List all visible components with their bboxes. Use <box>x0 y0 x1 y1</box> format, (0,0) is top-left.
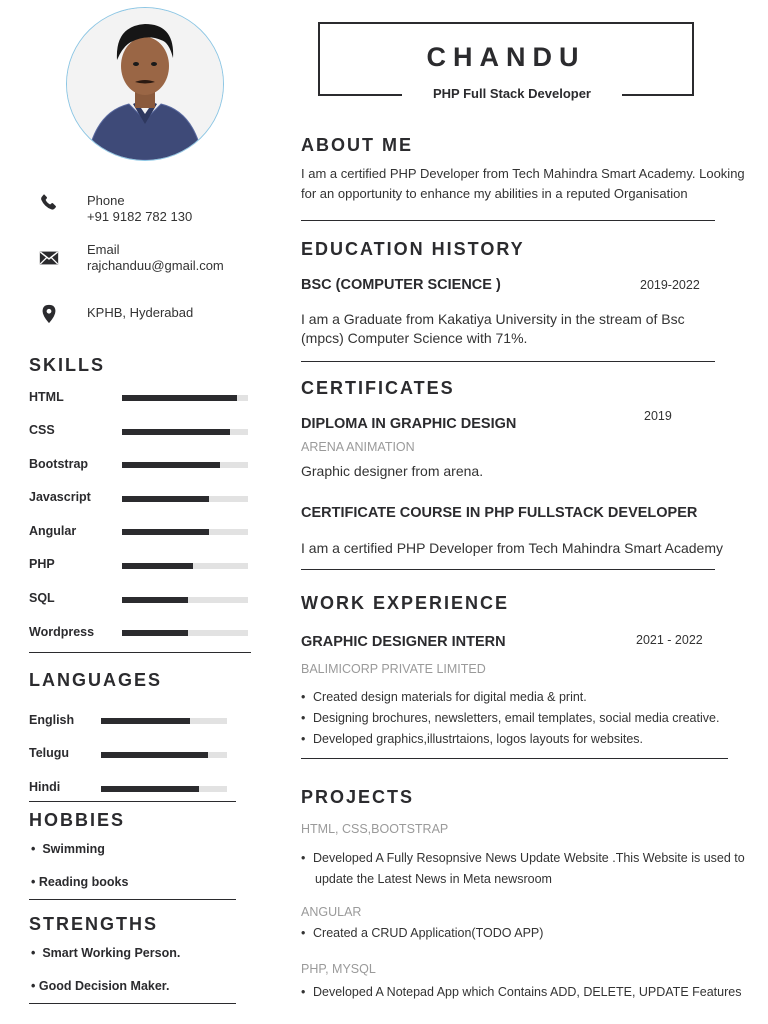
location-pin-icon <box>38 303 60 330</box>
divider <box>301 758 728 759</box>
location-value: KPHB, Hyderabad <box>87 305 194 320</box>
project-tech: HTML, CSS,BOOTSTRAP <box>301 822 449 836</box>
project-bullet: • Created a CRUD Application(TODO APP) <box>301 926 544 940</box>
skill-bar-fill <box>122 563 193 569</box>
skill-label: Javascript <box>29 490 91 504</box>
skill-bar <box>122 496 248 502</box>
project-text: Created a CRUD Application(TODO APP) <box>313 926 544 940</box>
profile-photo <box>66 7 224 161</box>
certificates-heading: CERTIFICATES <box>301 378 455 398</box>
job-bullet-text: Designing brochures, newsletters, email templates, social media creative. <box>313 711 720 725</box>
job-bullet: • Developed graphics,illustrtaions, logos layouts for websites. <box>301 732 644 746</box>
language-bar-fill <box>101 752 208 758</box>
divider <box>29 652 251 653</box>
language-bar <box>101 752 227 758</box>
job-title: GRAPHIC DESIGNER INTERN <box>301 634 506 650</box>
language-bar-fill <box>101 718 190 724</box>
project-bullet: • Developed A Fully Resopnsive News Update Website .This Website is used to <box>301 851 745 865</box>
strengths-heading: STRENGTHS <box>29 914 159 934</box>
skill-bar <box>122 563 248 569</box>
divider <box>29 1003 236 1004</box>
skill-bar-fill <box>122 462 220 468</box>
skill-bar <box>122 395 248 401</box>
divider <box>301 220 715 221</box>
skill-label: Wordpress <box>29 625 95 639</box>
certificate-title: DIPLOMA IN GRAPHIC DESIGN <box>301 416 517 432</box>
job-bullet-text: Developed graphics,illustrtaions, logos layouts for websites. <box>313 732 644 746</box>
skill-bar-fill <box>122 529 209 535</box>
skill-bar-fill <box>122 597 188 603</box>
about-heading: ABOUT ME <box>301 135 413 155</box>
about-line: for an opportunity to enhance my abilities in a reputed Organisation <box>301 186 688 201</box>
candidate-name: CHANDU <box>426 42 586 72</box>
divider <box>301 361 715 362</box>
job-bullet-text: Created design materials for digital media & print. <box>313 690 587 704</box>
experience-heading: WORK EXPERIENCE <box>301 593 510 613</box>
job-bullet: • Created design materials for digital media & print. <box>301 690 587 704</box>
project-text-continued: update the Latest News in Meta newsroom <box>315 872 552 886</box>
skills-heading: SKILLS <box>29 355 106 375</box>
language-bar-fill <box>101 786 199 792</box>
language-bar <box>101 786 227 792</box>
certificate-desc: Graphic designer from arena. <box>301 463 484 479</box>
envelope-icon <box>38 247 60 274</box>
certificate-title: CERTIFICATE COURSE IN PHP FULLSTACK DEVELOPER <box>301 505 698 521</box>
phone-value[interactable]: +91 9182 782 130 <box>87 209 193 224</box>
divider <box>301 569 715 570</box>
about-line: I am a certified PHP Developer from Tech Mahindra Smart Academy. Looking <box>301 166 745 181</box>
project-bullet: • Developed A Notepad App which Contains ADD, DELETE, UPDATE Features <box>301 985 742 999</box>
skill-bar <box>122 429 248 435</box>
language-label: English <box>29 713 75 727</box>
project-text: Developed A Fully Resopnsive News Update Website .This Website is used to <box>313 851 745 865</box>
job-years: 2021 - 2022 <box>636 633 703 647</box>
hobby-text: Reading books <box>38 875 129 889</box>
project-text: Developed A Notepad App which Contains ADD, DELETE, UPDATE Features <box>313 985 742 999</box>
job-bullet: • Designing brochures, newsletters, email templates, social media creative. <box>301 711 720 725</box>
skill-label: Bootstrap <box>29 457 89 471</box>
education-heading: EDUCATION HISTORY <box>301 239 525 259</box>
job-company: BALIMICORP PRIVATE LIMITED <box>301 662 486 676</box>
hobbies-heading: HOBBIES <box>29 810 126 830</box>
skill-bar-fill <box>122 395 237 401</box>
email-value[interactable]: rajchanduu@gmail.com <box>87 258 224 273</box>
project-tech: ANGULAR <box>301 905 362 919</box>
certificate-desc: I am a certified PHP Developer from Tech Mahindra Smart Academy <box>301 540 723 556</box>
skill-bar-fill <box>122 496 209 502</box>
skill-label: SQL <box>29 591 55 605</box>
skill-bar <box>122 529 248 535</box>
skill-label: PHP <box>29 557 55 571</box>
skill-bar-fill <box>122 630 188 636</box>
languages-heading: LANGUAGES <box>29 670 163 690</box>
skill-bar <box>122 597 248 603</box>
hobby-item: • Reading books <box>31 875 129 889</box>
education-degree: BSC (COMPUTER SCIENCE ) <box>301 277 501 293</box>
hobby-item: • Swimming <box>31 842 105 856</box>
skill-label: HTML <box>29 390 64 404</box>
phone-icon <box>38 192 60 219</box>
email-label: Email <box>87 242 120 257</box>
certificate-org: ARENA ANIMATION <box>301 440 415 454</box>
language-label: Telugu <box>29 746 70 760</box>
strength-text: Smart Working Person. <box>42 946 181 960</box>
strength-item: • Smart Working Person. <box>31 946 181 960</box>
hobby-text: Swimming <box>42 842 105 856</box>
skill-bar <box>122 630 248 636</box>
education-desc: I am a Graduate from Kakatiya University in the stream of Bsc <box>301 311 685 327</box>
skill-bar-fill <box>122 429 230 435</box>
divider <box>29 801 236 802</box>
divider <box>29 899 236 900</box>
education-desc: (mpcs) Computer Science with 71%. <box>301 330 528 346</box>
skill-bar <box>122 462 248 468</box>
strength-item: • Good Decision Maker. <box>31 979 170 993</box>
education-year: 2019-2022 <box>640 278 700 292</box>
language-bar <box>101 718 227 724</box>
strength-text: Good Decision Maker. <box>38 979 170 993</box>
project-tech: PHP, MYSQL <box>301 962 376 976</box>
skill-label: CSS <box>29 423 55 437</box>
candidate-role: PHP Full Stack Developer <box>402 86 622 101</box>
projects-heading: PROJECTS <box>301 787 415 807</box>
skill-label: Angular <box>29 524 77 538</box>
language-label: Hindi <box>29 780 61 794</box>
phone-label: Phone <box>87 193 125 208</box>
certificate-year: 2019 <box>644 409 672 423</box>
